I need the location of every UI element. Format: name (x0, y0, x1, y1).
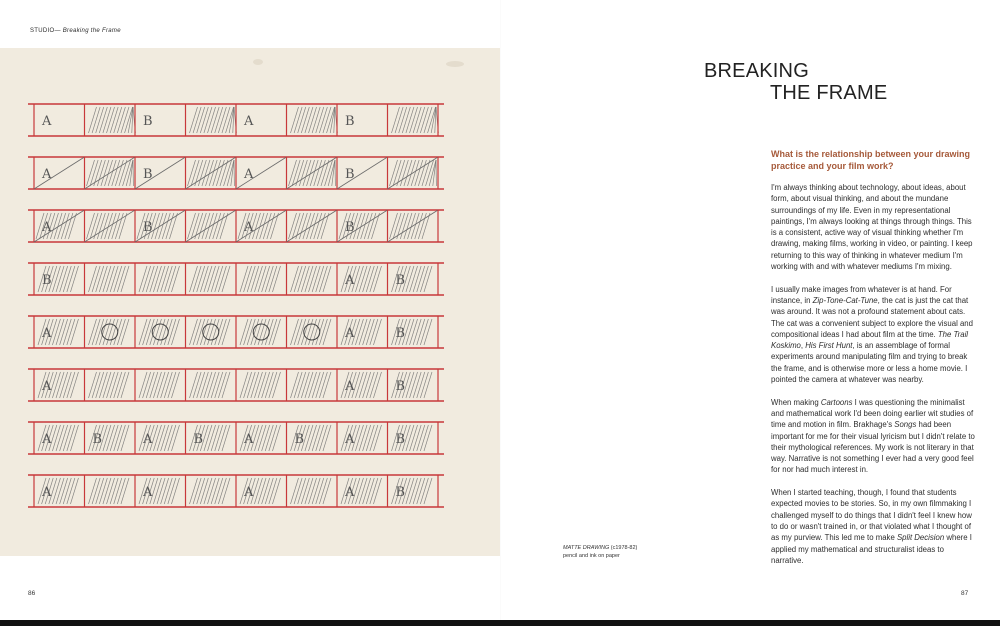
pencil-letter: B (143, 220, 153, 235)
matte-drawing-svg (0, 48, 500, 556)
pencil-letter: A (42, 485, 52, 500)
header-subtitle: Breaking the Frame (62, 28, 121, 34)
bottom-edge (0, 620, 1000, 626)
pencil-letter: B (345, 167, 355, 182)
pencil-letter: A (143, 485, 153, 500)
header-section: STUDIO (30, 28, 55, 34)
pencil-letter: A (42, 220, 52, 235)
film-title: Zip-Tone-Cat-Tune (812, 295, 878, 305)
interview-answer (771, 182, 976, 577)
text-span: had been important for me for their visual lyricism but I didn't relate to their mythological references. My work is not literary in that way. Narrative is not something I ever had a very good feel for nor had much interest in. (771, 420, 975, 475)
film-title: The Trail Koskimo (771, 329, 969, 351)
pencil-letter: B (395, 485, 406, 500)
pencil-letter: A (244, 167, 254, 182)
pencil-letter: B (143, 167, 153, 182)
pencil-letter: A (345, 432, 355, 447)
film-title: Split Decision (896, 533, 945, 543)
page-fold (500, 0, 501, 626)
caption-title: MATTE DRAWING (563, 545, 610, 551)
pencil-letter: A (42, 114, 52, 129)
header-dash: — (54, 28, 63, 34)
pencil-letter: B (92, 432, 103, 447)
answer-paragraph-4 (771, 487, 976, 566)
film-title: Cartoons (820, 397, 853, 407)
pencil-letter: A (345, 379, 355, 394)
punch-hole (253, 59, 263, 65)
film-title: Songs (894, 420, 917, 430)
image-caption (563, 544, 637, 560)
pencil-letter: A (42, 167, 52, 182)
punch-hole (446, 61, 464, 67)
pencil-letter: A (42, 379, 52, 394)
pencil-letter: A (42, 432, 52, 447)
answer-paragraph-3 (771, 397, 976, 476)
caption-date: (c1978-82) (609, 545, 638, 551)
page-number-left: 86 (28, 590, 36, 597)
matte-drawing-image (0, 48, 500, 556)
text-span: When I started teaching, though, I found that students expected movies to be stories. So, in my own filmmaking I challenged myself to do things that I didn't feel I knew how to do or wasn't trained in, or that violated what I thought of as my purview. This led me to make (771, 488, 972, 543)
text-span: , is an assemblage of formal experiments around manipulating film and trying to break the frame, and is otherwise more or less a home movie. I pointed the camera at whatever was nearby. (771, 341, 968, 385)
pencil-letter: B (294, 432, 305, 447)
pencil-letter: A (345, 326, 355, 341)
pencil-letter: A (244, 485, 254, 500)
text-span: I was questioning the minimalist and mathematical work I'd been doing earlier wit studies of time and motion in film. Brakhage's (771, 397, 974, 430)
text-span: where I applied my mathematical and structuralist ideas to narrative. (771, 533, 972, 565)
pencil-letter: A (345, 485, 355, 500)
pencil-letter: B (345, 114, 355, 129)
page-number-right: 87 (961, 590, 969, 597)
page-title (704, 60, 887, 104)
pencil-letter: B (395, 273, 406, 288)
title-line-2: THE FRAME (770, 82, 888, 104)
pencil-letter: A (244, 220, 254, 235)
pencil-letter: A (345, 273, 355, 288)
answer-paragraph-1: I'm always thinking about technology, about ideas, about form, about visual thinking, and about the mundane surroundings of my life. Even in my representational paintings, I'm always looking at things through things. This is a consistent, active way of visual thinking whether I'm drawing, making films, working in video, or painting. I keep returning to this way of thinking in whatever medium I'm working with and with whatever mediums I'm mixing. (771, 183, 973, 272)
film-title: His First Hunt (805, 341, 853, 351)
pencil-letter: A (42, 326, 52, 341)
pencil-letter: B (395, 432, 406, 447)
pencil-letter: B (395, 379, 406, 394)
pencil-letter: B (143, 114, 153, 129)
pencil-letter: A (143, 432, 153, 447)
caption-medium: pencil and ink on paper (563, 553, 620, 559)
pencil-letter: B (42, 273, 52, 288)
text-span: , the cat is just the cat that was around. It was not a profound statement about cats. The cat was a convenient subject to explore the visual and compositional ideas I had about film at the time. (771, 295, 973, 339)
pencil-letter: A (244, 114, 254, 129)
title-line-1: BREAKING (704, 60, 809, 82)
pencil-letter: B (345, 220, 355, 235)
interview-question: What is the relationship between your drawing practice and your film work? (771, 149, 971, 171)
answer-paragraph-2 (771, 284, 976, 386)
running-header (30, 28, 121, 34)
text-span: I usually make images from whatever is at hand. For instance, in (771, 284, 952, 305)
text-span: , (800, 341, 806, 351)
pencil-letter: B (395, 326, 406, 341)
pencil-letter: A (244, 432, 254, 447)
text-span: When making (771, 397, 821, 407)
pencil-letter: B (193, 432, 204, 447)
